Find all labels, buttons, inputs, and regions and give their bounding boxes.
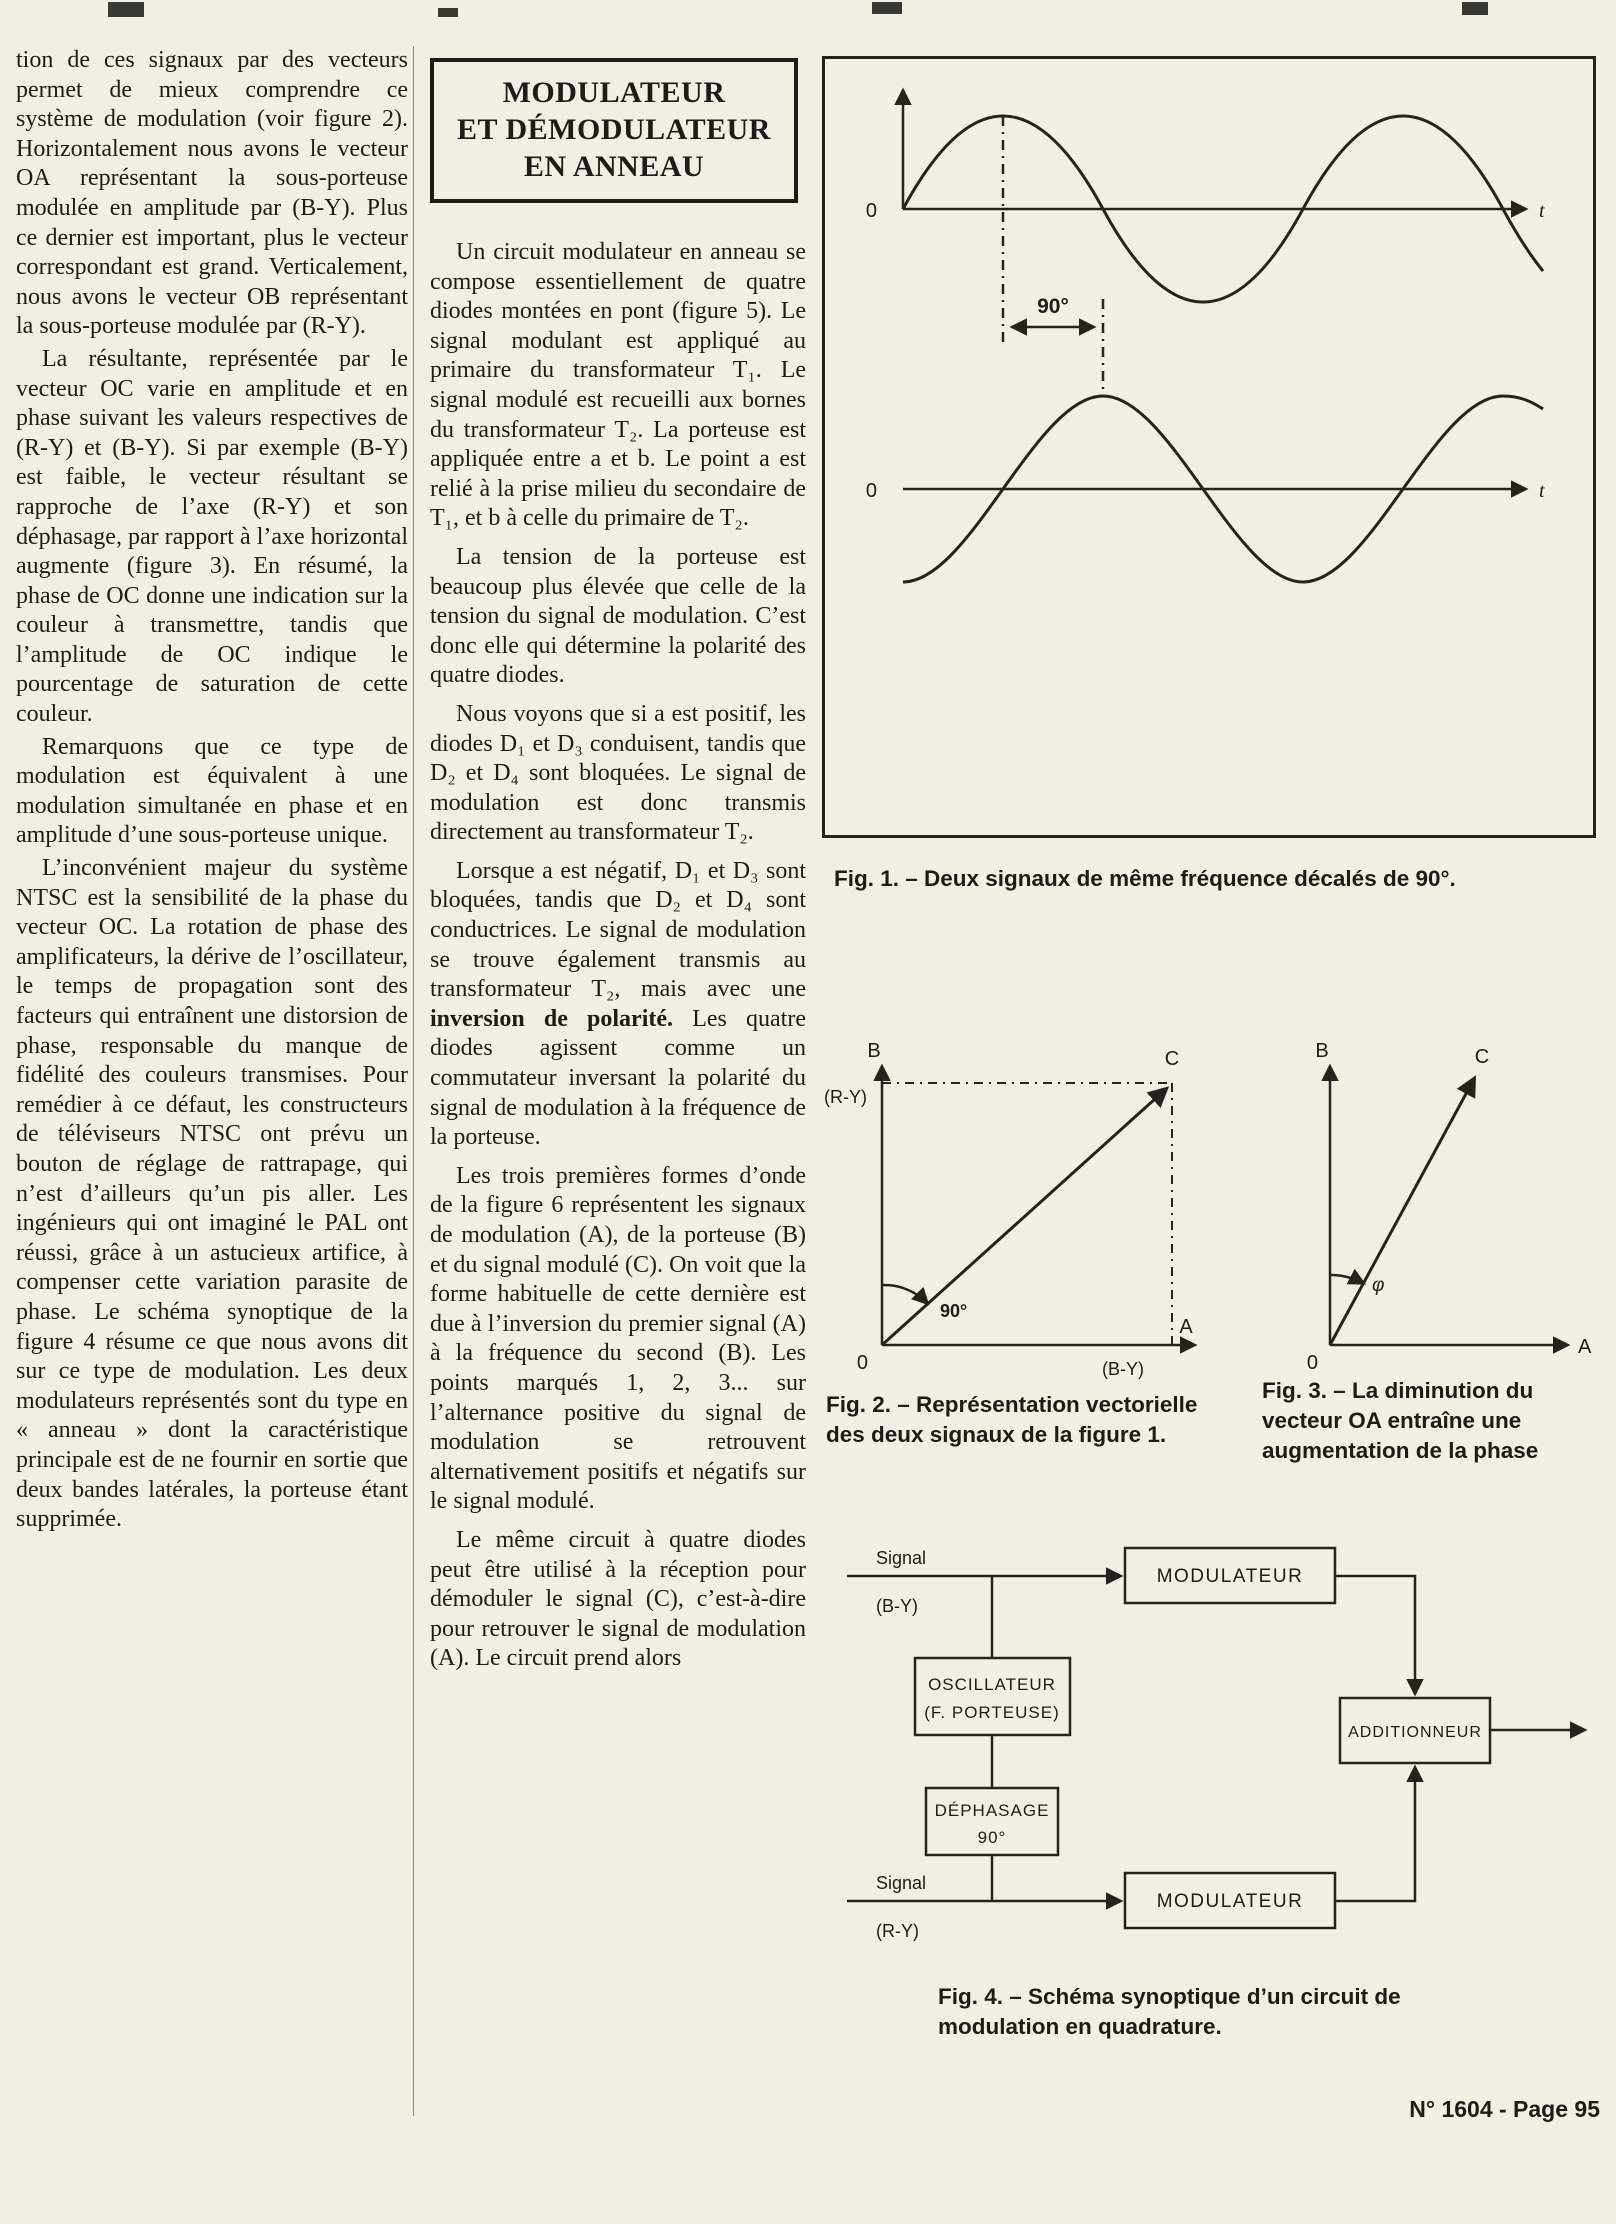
paragraph: Un circuit modulateur en anneau se compose essentiellement de quatre diodes montées en pont (figure 5). Le signal modulant est appliqué au primaire du transformateur T₁. Le signal modulé est recueilli aux bornes du transformateur T₂. La porteuse est appliquée entre a et b. Le point a est relié à la prise milieu du secondaire de T₁, et b à celle du primaire de T₂. [430,239,806,532]
paragraph: L’inconvénient majeur du système NTSC est la sensibilité de la phase du vecteur OC. La rotation de phase des amplificateurs, la dérive de l’oscillateur, le temps de propagation sont des facteurs qui entraînent une distorsion de phase, responsable du manque de fidélité des couleurs transmises. Pour remédier à ce défaut, les constructeurs de téléviseurs NTSC ont prévu un bouton de réglage de rattrapage, qui n’est d’ailleurs qu’un pis aller. Les ingénieurs qui ont imaginé le PAL ont réussi, grâce à un astucieux artifice, à compenser cette variation parasite de phase. Le schéma synoptique de la figure 4 résume ce que nous avons dit sur ce type de modulation. Les deux modulateurs représentés sont du type en « anneau » dont la caractéristique principale est de ne fournir en sortie que deux bandes latérales, la porteuse étant supprimée. [16,855,408,1533]
section-title-line: MODULATEUR [502,76,726,109]
paragraph-segment: Lorsque a est négatif, D₁ et D₃ sont bloquées, tandis que D₂ et D₄ sont conductrices. Le signal de modulation se trouve également transmis au transformateur T₂, mais avec une [430,857,806,1003]
fig3-label-c: C [1474,1046,1490,1068]
section-title-line: ET DÉMODULATEUR [457,113,771,146]
fig2-angle-arc [882,1285,927,1303]
scan-artifact [1462,2,1488,15]
fig4-label-oscillator-2: (F. PORTEUSE) [924,1703,1060,1722]
paragraph-segment: Les quatre diodes agissent comme un commutateur inversant la polarité du signal de modulation à la fréquence de la porteuse. [430,1005,806,1151]
paragraph [430,857,806,1153]
fig3-caption: Fig. 3. – La diminution du vecteur OA entraîne une augmentation de la phase [1262,1378,1539,1463]
scan-artifact [108,2,144,17]
fig4-line-top-to-adder [1335,1576,1415,1693]
fig4-block-diagram [822,1528,1612,1968]
fig4-label-adder: ADDITIONNEUR [1348,1724,1482,1741]
fig3-angle-arc [1330,1275,1363,1283]
fig2-vector-diagram [822,1035,1222,1385]
fig4-signal-by-label-2: (B-Y) [876,1596,918,1616]
paragraph: Remarquons que ce type de modulation est équivalent à une modulation simultanée en phase et en amplitude d’une sous-porteuse unique. [16,733,408,849]
paragraph: Le même circuit à quatre diodes peut être utilisé à la réception pour démoduler le signal (C), c’est-à-dire pour retrouver le signal de modulation (A). Le circuit prend alors [430,1526,806,1672]
fig2-angle-label: 90° [940,1301,968,1321]
fig4-label-oscillator-1: OSCILLATEUR [928,1675,1056,1694]
paragraph: Nous voyons que si a est positif, les diodes D₁ et D₃ conduisent, tandis que D₂ et D₄ sont bloquées. Le signal de modulation est donc transmis directement au transformateur T₂. [430,700,806,846]
fig4-signal-ry-label-2: (R-Y) [876,1921,919,1941]
paragraph: tion de ces signaux par des vecteurs permet de mieux comprendre ce système de modulation (voir figure 2). Horizontalement nous avons le vecteur OA représentant la sous-porteuse modulée en amplitude par (B-Y). Plus ce dernier est important, plus le vecteur correspondant est grand. Verticalement, nous avons le vecteur OB représentant la sous-porteuse modulée par (R-Y). [16,47,408,340]
fig2-label-origin: 0 [856,1352,868,1374]
fig2-vector-oc [882,1089,1166,1345]
fig1-waveform-diagram [825,59,1593,835]
fig1-frame [822,56,1596,838]
fig2-label-by: (B-Y) [1102,1359,1144,1379]
page-number: N° 1604 - Page 95 [1409,2096,1600,2122]
fig4-signal-ry-label-1: Signal [876,1873,927,1893]
fig1-zero-label-bottom: 0 [865,480,877,502]
fig2-label-ry: (R-Y) [824,1087,867,1107]
paragraph-bold-segment: inversion de polarité. [430,1005,674,1032]
fig3-label-a: A [1578,1336,1592,1358]
fig3-label-origin: 0 [1306,1352,1318,1374]
text-column-1 [16,46,408,1538]
fig2-label-c: C [1164,1048,1180,1070]
paragraph: Les trois premières formes d’onde de la figure 6 représentent les signaux de modulation (A), de la porteuse (B) et du signal modulé (C). On voit que la forme habituelle de cette dernière est due à l’inversion du premier signal (A) à la fréquence du second (B). Les points marqués 1, 2, 3... sur l’alternance positive du signal de modulation se retrouvent alternativement positifs et négatifs sur le signal modulé. [430,1162,806,1515]
fig1-angle-label: 90° [1037,295,1069,318]
column-rule [413,46,414,2116]
fig4-label-phase-shift-2: 90° [977,1828,1007,1847]
fig4-line-bottom-to-adder [1335,1768,1415,1901]
fig3-label-b: B [1315,1040,1329,1062]
text-column-2 [430,238,806,1683]
fig1-caption: Fig. 1. – Deux signaux de même fréquence décalés de 90°. [834,866,1456,891]
fig3-vector-oc [1330,1079,1474,1345]
fig2-label-b: B [867,1040,881,1062]
fig4-label-modulator-bottom: MODULATEUR [1156,1891,1304,1912]
fig2-caption: Fig. 2. – Représentation vectorielle des deux signaux de la figure 1. [826,1392,1198,1447]
paragraph: La résultante, représentée par le vecteur OC varie en amplitude et en phase suivant les valeurs respectives de (R-Y) et (B-Y). Si par exemple (B-Y) est faible, le vecteur résultant se rapproche de l’axe (R-Y) et son déphasage, par rapport à l’axe horizontal augmente (figure 3). En résumé, la phase de OC donne une indication sur la couleur à transmettre, tandis que l’amplitude de OC indique le pourcentage de saturation de cette couleur. [16,345,408,728]
fig4-label-phase-shift-1: DÉPHASAGE [934,1801,1050,1820]
fig4-box-oscillator [915,1658,1070,1735]
paragraph: La tension de la porteuse est beaucoup plus élevée que celle de la tension du signal de modulation. C’est donc elle qui détermine la polarité des quatre diodes. [430,543,806,689]
scan-artifact [872,2,902,14]
fig3-phi-label: φ [1372,1275,1385,1296]
scan-artifact [438,8,458,17]
fig3-vector-diagram [1282,1035,1602,1385]
fig4-caption: Fig. 4. – Schéma synoptique d’un circuit de modulation en quadrature. [938,1984,1401,2039]
fig4-label-modulator-top: MODULATEUR [1156,1566,1304,1587]
section-title-line: EN ANNEAU [523,150,705,183]
fig2-label-a: A [1179,1316,1193,1338]
fig4-signal-by-label-1: Signal [876,1548,927,1568]
fig1-t-label-bottom: t [1539,480,1545,502]
fig1-zero-label-top: 0 [865,200,877,222]
fig1-t-label-top: t [1539,200,1545,222]
section-title-box [430,58,798,203]
